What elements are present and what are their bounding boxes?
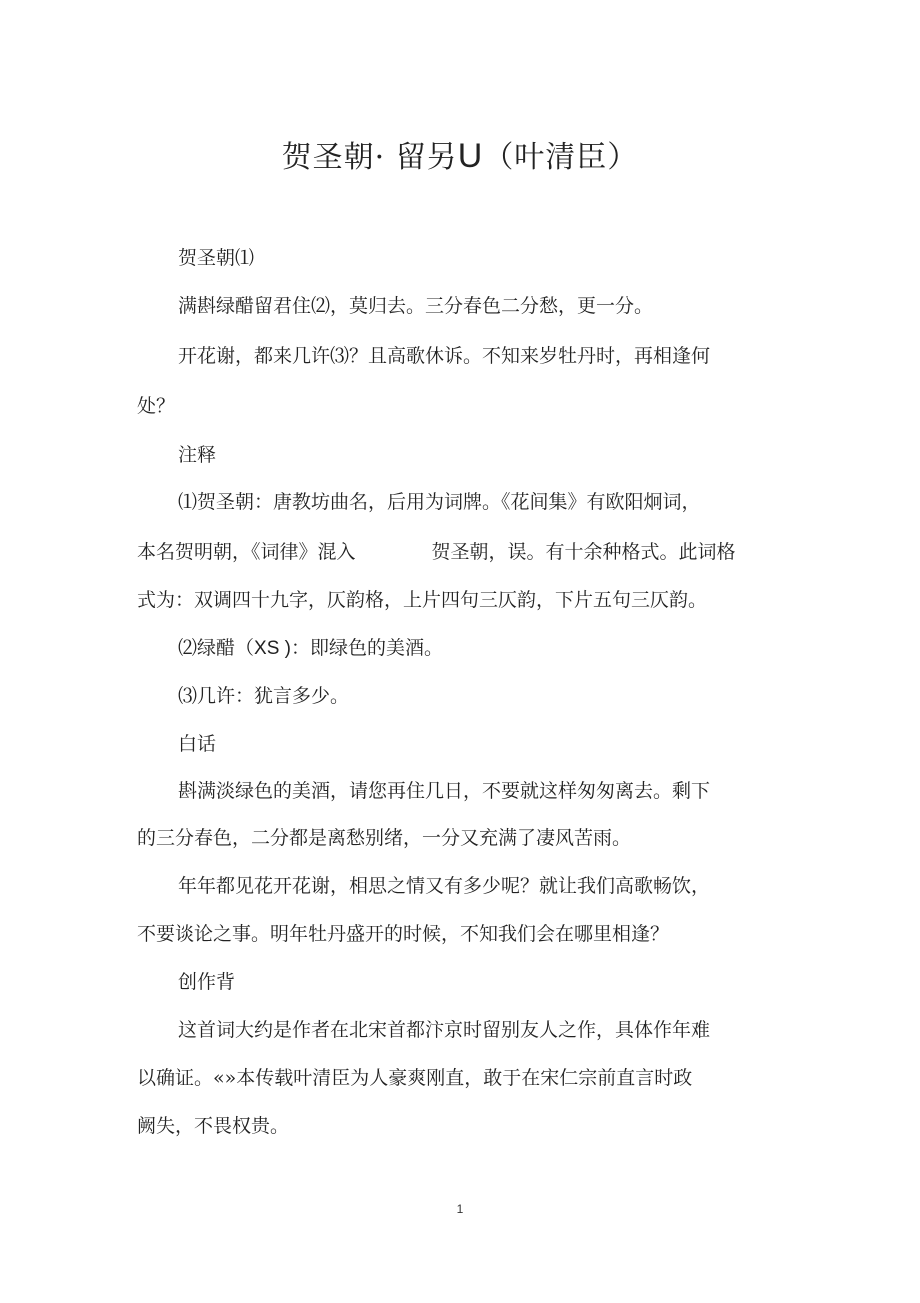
page-number: 1 xyxy=(456,1202,464,1216)
note-line: ⑴贺圣朝：唐教坊曲名，后用为词牌。《花间集》有欧阳炯词， xyxy=(178,491,701,513)
title-latin: U xyxy=(457,137,484,175)
note-line: ⑶几许：犹言多少。 xyxy=(178,685,350,707)
note-fragment: 贺圣朝，误。有十余种格式。此词格 xyxy=(431,541,736,563)
note-fragment-latin: XS ) xyxy=(254,638,291,659)
poem-heading: 贺圣朝⑴ xyxy=(178,247,255,269)
title-main: 贺圣朝· 留另 xyxy=(281,140,458,175)
translation-line: 年年都见花开花谢，相思之情又有多少呢？就让我们高歌畅饮， xyxy=(178,875,711,897)
note-fragment: ：即绿色的美酒。 xyxy=(290,637,443,659)
note-line: 式为：双调四十九字，仄韵格，上片四句三仄韵，下片五句三仄韵。 xyxy=(137,589,708,611)
translation-line: 的三分春色，二分都是离愁别绪，一分又充满了凄风苦雨。 xyxy=(137,827,632,849)
note-line xyxy=(178,636,443,661)
translation-line: 斟满淡绿色的美酒，请您再住几日，不要就这样匆匆离去。剩下 xyxy=(178,780,711,802)
page-title xyxy=(0,132,920,176)
poem-line: 开花谢，都来几许⑶？且高歌休诉。不知来岁牡丹时，再相逢何 xyxy=(178,345,711,367)
poem-line: 处？ xyxy=(137,395,176,417)
section-heading-notes: 注释 xyxy=(178,444,217,466)
section-heading-background: 创作背 xyxy=(178,971,236,993)
background-line: 阙失，不畏权贵。 xyxy=(137,1115,290,1137)
title-author: （叶清臣） xyxy=(483,140,639,175)
note-fragment: ⑵绿醋（ xyxy=(178,637,255,659)
section-heading-translation: 白话 xyxy=(178,733,217,755)
background-line: 这首词大约是作者在北宋首都汴京时留别友人之作，具体作年难 xyxy=(178,1019,711,1041)
background-line: 以确证。«»本传载叶清臣为人豪爽刚直，敢于在宋仁宗前直言时政 xyxy=(137,1067,693,1089)
translation-line: 不要谈论之事。明年牡丹盛开的时候，不知我们会在哪里相逢？ xyxy=(137,923,670,945)
note-line xyxy=(137,540,736,564)
poem-line: 满斟绿醋留君住⑵，莫归去。三分春色二分愁，更一分。 xyxy=(178,295,654,317)
note-fragment: 本名贺明朝，《词律》混入 xyxy=(137,541,356,563)
